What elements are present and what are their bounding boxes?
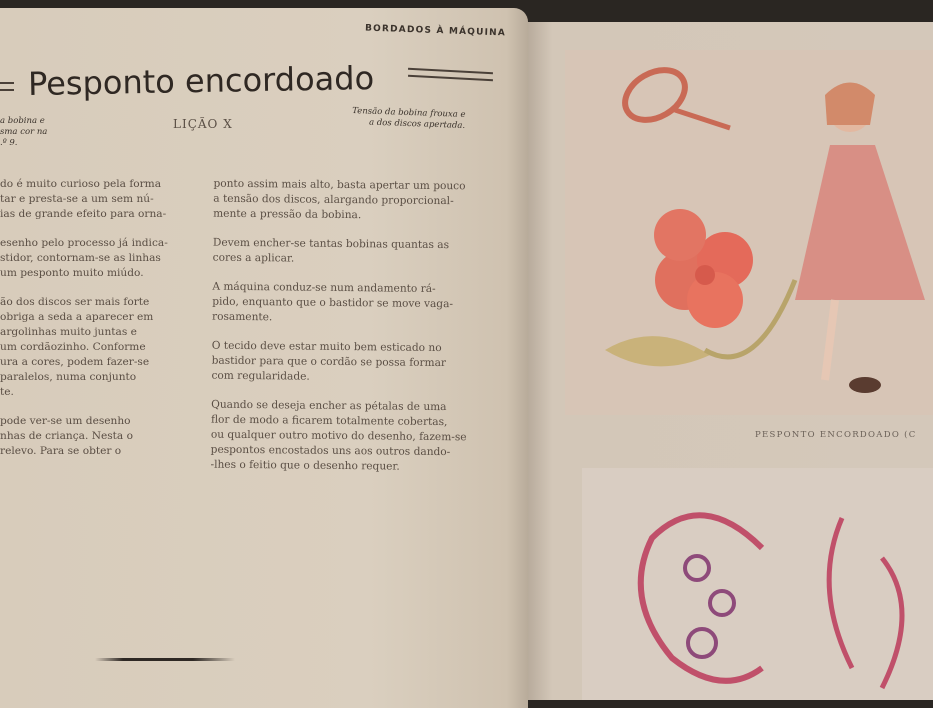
title-rule-left xyxy=(0,82,14,84)
decorative-rule xyxy=(95,658,235,661)
text-line: bastidor para que o cordão se possa formar xyxy=(211,354,447,370)
text-line: -lhes o feitio que o desenho requer. xyxy=(210,458,400,473)
text-line: rosamente. xyxy=(212,310,273,324)
text-line: O tecido deve estar muito bem esticado no xyxy=(211,339,442,355)
leaf xyxy=(605,336,710,366)
text-line: nhas de criança. Nesta o xyxy=(0,430,133,442)
text-line: tar e presta-se a um sem nú- xyxy=(0,193,154,205)
text-line: pido, enquanto que o bastidor se move vaga- xyxy=(212,295,454,311)
text-line: do é muito curioso pela forma xyxy=(0,178,162,190)
side-note-left: a bobina e sma cor na .º 9. xyxy=(0,116,48,148)
text-line: com regularidade. xyxy=(211,369,310,383)
text-line: ponto assim mais alto, basta apertar um pouco xyxy=(213,177,466,193)
text-line: ias de grande efeito para orna- xyxy=(0,208,167,220)
text-line: ura a cores, podem fazer-se xyxy=(0,356,150,368)
text-line: pode ver-se um desenho xyxy=(0,415,131,427)
text-column-right xyxy=(210,177,469,476)
text-line: te. xyxy=(0,386,14,398)
text-line: cores a aplicar. xyxy=(212,251,295,265)
text-line: a tensão dos discos, alargando proporcional- xyxy=(213,192,454,208)
text-line: esenho pelo processo já indica- xyxy=(0,237,168,249)
text-line: relevo. Para se obter o xyxy=(0,445,122,457)
illustration-caption: PESPONTO ENCORDOADO (C xyxy=(755,430,917,440)
text-line: pespontos encostados uns aos outros dando- xyxy=(210,443,451,459)
text-line: Quando se deseja encher as pétalas de uma xyxy=(211,398,447,414)
text-line: flor de modo a ficarem totalmente cobertas, xyxy=(210,413,448,429)
text-line: ou qualquer outro motivo do desenho, fazem-se xyxy=(210,428,467,444)
text-line: paralelos, numa conjunto xyxy=(0,371,137,383)
text-line: stidor, contornam-se as linhas xyxy=(0,252,161,264)
side-note-right: Tensão da bobina frouxa e a dos discos apertada. xyxy=(352,106,466,131)
text-line: ão dos discos ser mais forte xyxy=(0,296,150,308)
text-line: argolinhas muito juntas e xyxy=(0,326,137,338)
text-line: Devem encher-se tantas bobinas quantas as xyxy=(212,236,450,252)
text-line: mente a pressão da bobina. xyxy=(213,207,362,222)
title-rule-left xyxy=(0,89,14,91)
text-column-left xyxy=(0,177,168,459)
text-line: A máquina conduz-se num andamento rá- xyxy=(212,280,436,296)
racket-icon xyxy=(616,60,693,130)
lesson-label: LIÇÃO X xyxy=(173,117,233,131)
text-line: um pesponto muito miúdo. xyxy=(0,267,144,279)
text-line: obriga a seda a aparecer em xyxy=(0,311,154,323)
embroidery-illustration-scroll xyxy=(582,468,933,700)
running-head: BORDADOS À MÁQUINA xyxy=(364,23,507,39)
embroidery-illustration-girl-flower xyxy=(565,50,933,415)
text-line: um cordãozinho. Conforme xyxy=(0,341,146,353)
girl-dress xyxy=(795,145,925,300)
page-title: Pesponto encordoado xyxy=(27,58,375,104)
